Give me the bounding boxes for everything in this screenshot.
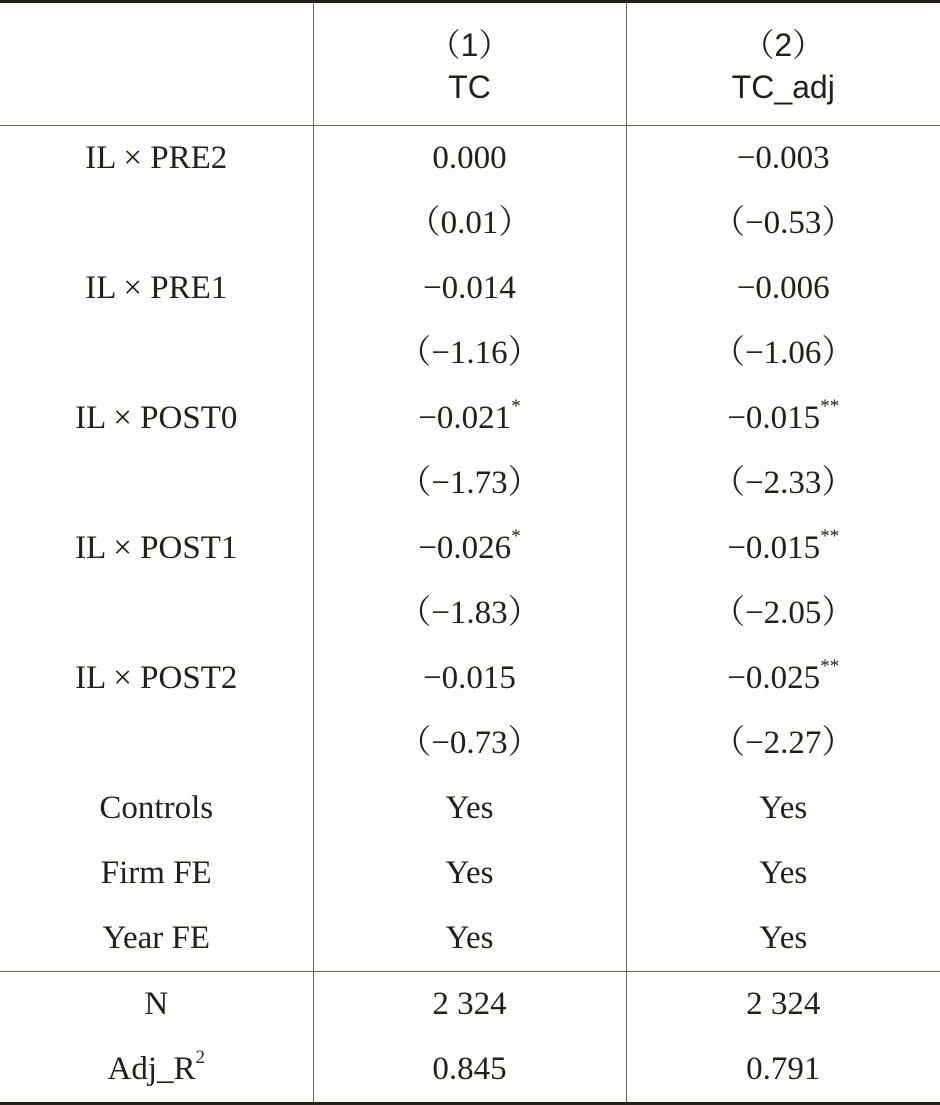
col-2-cell [626, 191, 940, 256]
col-2-cell [626, 776, 940, 841]
col-1-cell [313, 646, 626, 711]
col-1-cell [313, 256, 626, 321]
header-empty-cell [0, 2, 313, 126]
col-2-cell-value: （−2.27） [712, 725, 854, 761]
col-2-cell [626, 711, 940, 776]
row-label [0, 191, 313, 256]
row-label-value: Adj_R [107, 1051, 195, 1087]
table-row [0, 191, 940, 256]
col-2-cell-value: −0.015 [727, 530, 820, 566]
table-row [0, 256, 940, 321]
header-col-2 [626, 2, 940, 126]
row-label-value: IL × PRE1 [85, 270, 227, 306]
col-2-cell [626, 321, 940, 386]
table-row [0, 581, 940, 646]
row-label [0, 581, 313, 646]
col-1-cell-value: 0.845 [432, 1051, 506, 1087]
col-2-cell [626, 841, 940, 906]
col-2-cell-value: 2 324 [746, 986, 820, 1022]
col-2-cell-value: Yes [759, 790, 807, 826]
row-label-value: IL × POST2 [75, 660, 237, 696]
col-2-cell-value: Yes [759, 855, 807, 891]
significance-stars: ** [820, 526, 839, 547]
table-row [0, 776, 940, 841]
row-label-value: Controls [99, 790, 213, 826]
superscript: 2 [196, 1047, 206, 1068]
row-label [0, 321, 313, 386]
table-row [0, 841, 940, 906]
col-1-cell [313, 906, 626, 972]
col-1-cell-value: 2 324 [432, 986, 506, 1022]
table-row [0, 711, 940, 776]
col-1-cell [313, 711, 626, 776]
col-1-cell-value: −0.015 [423, 660, 516, 696]
col-2-cell-value: （−2.05） [712, 595, 854, 631]
col-1-cell-value: −0.014 [423, 270, 516, 306]
col-2-name: TC_adj [627, 66, 940, 108]
row-label [0, 841, 313, 906]
row-label [0, 516, 313, 581]
row-label [0, 1037, 313, 1104]
col-1-cell [313, 581, 626, 646]
col-2-cell-value: −0.015 [727, 400, 820, 436]
table-row [0, 646, 940, 711]
row-label-value: Firm FE [101, 855, 212, 891]
header-row [0, 2, 940, 126]
table-row [0, 386, 940, 451]
row-label-value: IL × POST0 [75, 400, 237, 436]
significance-stars: * [511, 396, 521, 417]
col-2-cell [626, 386, 940, 451]
col-1-cell-value: 0.000 [432, 140, 506, 176]
col-2-cell [626, 972, 940, 1038]
significance-stars: ** [820, 396, 839, 417]
col-1-cell [313, 776, 626, 841]
col-2-cell [626, 516, 940, 581]
significance-stars: * [511, 526, 521, 547]
footer-row [0, 1037, 940, 1104]
row-label-value: IL × POST1 [75, 530, 237, 566]
col-1-cell [313, 516, 626, 581]
col-1-cell [313, 1037, 626, 1104]
col-2-cell-value: −0.003 [737, 140, 830, 176]
row-label [0, 776, 313, 841]
row-label-value: N [144, 986, 168, 1022]
col-1-name: TC [314, 66, 626, 108]
col-1-cell [313, 451, 626, 516]
table-body [0, 126, 940, 972]
col-1-cell-value: Yes [445, 855, 493, 891]
table-row [0, 516, 940, 581]
significance-stars: ** [820, 656, 839, 677]
table-header [0, 2, 940, 126]
row-label [0, 646, 313, 711]
col-1-cell-value: （−1.16） [398, 335, 540, 371]
footer-row [0, 972, 940, 1038]
col-1-cell [313, 126, 626, 192]
col-1-cell-value: （−0.73） [398, 725, 540, 761]
row-label [0, 451, 313, 516]
col-2-cell-value: Yes [759, 920, 807, 956]
col-2-number: （2） [627, 24, 940, 66]
col-2-cell [626, 256, 940, 321]
table-row [0, 126, 940, 192]
col-1-cell [313, 972, 626, 1038]
row-label [0, 972, 313, 1038]
header-col-1 [313, 2, 626, 126]
col-2-cell-value: −0.006 [737, 270, 830, 306]
col-2-cell [626, 646, 940, 711]
col-2-cell-value: （−1.06） [712, 335, 854, 371]
col-1-cell-value: −0.026 [418, 530, 511, 566]
table-row [0, 906, 940, 972]
row-label [0, 386, 313, 451]
col-2-cell-value: （−2.33） [712, 465, 854, 501]
col-1-cell-value: Yes [445, 920, 493, 956]
col-1-cell-value: −0.021 [418, 400, 511, 436]
row-label [0, 711, 313, 776]
row-label-value: Year FE [102, 920, 210, 956]
col-1-cell-value: Yes [445, 790, 493, 826]
col-2-cell-value: 0.791 [746, 1051, 820, 1087]
col-2-cell [626, 581, 940, 646]
col-1-number: （1） [314, 24, 626, 66]
col-1-cell-value: （−1.83） [398, 595, 540, 631]
col-1-cell [313, 841, 626, 906]
table-footer [0, 972, 940, 1104]
col-2-cell [626, 451, 940, 516]
table-row [0, 451, 940, 516]
row-label-value: IL × PRE2 [85, 140, 227, 176]
col-2-cell [626, 906, 940, 972]
col-2-cell-value: （−0.53） [712, 205, 854, 241]
table-row [0, 321, 940, 386]
col-2-cell [626, 126, 940, 192]
col-1-cell [313, 191, 626, 256]
row-label [0, 906, 313, 972]
col-2-cell [626, 1037, 940, 1104]
col-2-cell-value: −0.025 [727, 660, 820, 696]
col-1-cell-value: （0.01） [408, 205, 532, 241]
row-label [0, 126, 313, 192]
col-1-cell [313, 321, 626, 386]
col-1-cell [313, 386, 626, 451]
col-1-cell-value: （−1.73） [398, 465, 540, 501]
row-label [0, 256, 313, 321]
